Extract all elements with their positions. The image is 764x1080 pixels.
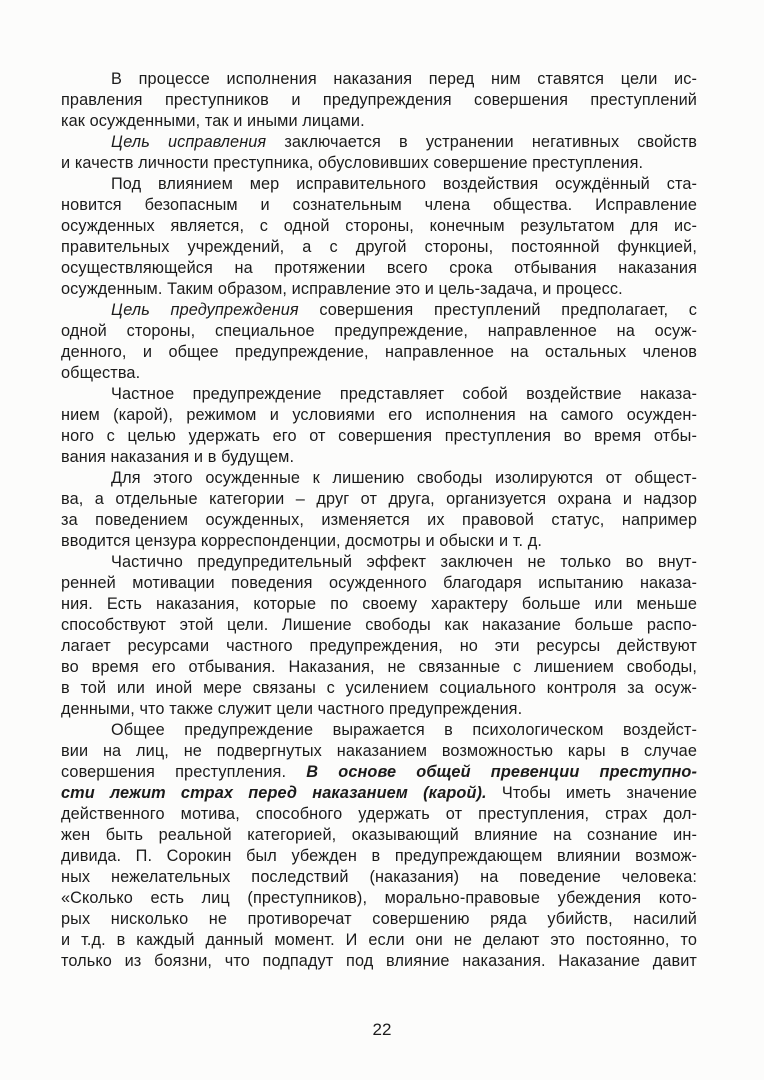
text-line: [61, 363, 697, 384]
text-line: [61, 867, 697, 888]
text-line: [61, 720, 697, 741]
text-line: [61, 216, 697, 237]
text-segment: Общее предупреждение выражается в психологическом воздейст-: [111, 721, 697, 739]
text-segment: способствуют этой цели. Лишение свободы как наказание больше распо-: [61, 616, 697, 634]
text-line: [61, 930, 697, 951]
text-line: [61, 594, 697, 615]
text-line: [61, 237, 697, 258]
paragraph: [61, 720, 697, 972]
text-segment: только из боязни, что подпадут под влияние наказания. Наказание давит: [61, 952, 697, 970]
text-line: [61, 678, 697, 699]
text-segment: в той или иной мере связаны с усилением социального контроля за осуж-: [61, 679, 697, 697]
text-segment: как осужденными, так и иными лицами.: [61, 112, 365, 130]
text-segment: жен быть реальной категорией, оказывающий влияние на сознание ин-: [61, 826, 697, 844]
text-segment: осуществляющейся на протяжении всего срока отбывания наказания: [61, 259, 697, 277]
text-line: [61, 342, 697, 363]
text-segment: нием (карой), режимом и условиями его исполнения на самого осужден-: [61, 406, 697, 424]
text-segment: Цель предупреждения: [111, 301, 299, 319]
text-line: [61, 825, 697, 846]
text-segment: осужденным. Таким образом, исправление это и цель-задача, и процесс.: [61, 280, 623, 298]
text-line: [61, 90, 697, 111]
text-line: [61, 552, 697, 573]
text-segment: денного, и общее предупреждение, направленное на остальных членов: [61, 343, 697, 361]
text-line: [61, 741, 697, 762]
text-segment: и т.д. в каждый данный момент. И если они не делают это постоянно, то: [61, 931, 697, 949]
text-segment: ренней мотивации поведения осужденного благодаря испытанию наказа-: [61, 574, 697, 592]
text-segment: вводится цензура корреспонденции, досмотры и обыски и т. д.: [61, 532, 543, 550]
text-line: [61, 153, 697, 174]
paragraph: [61, 174, 697, 300]
document-text: [61, 69, 697, 972]
text-segment: совершения преступления.: [61, 763, 307, 781]
text-line: [61, 174, 697, 195]
text-segment: В процессе исполнения наказания перед ним ставятся цели ис-: [111, 70, 697, 88]
text-line: [61, 573, 697, 594]
paragraph: [61, 300, 697, 384]
paragraph: [61, 132, 697, 174]
text-line: [61, 804, 697, 825]
text-segment: вии на лиц, не подвергнутых наказанием возможностью кары в случае: [61, 742, 697, 760]
text-line: [61, 909, 697, 930]
text-line: [61, 615, 697, 636]
text-segment: Под влиянием мер исправительного воздействия осуждённый ста-: [111, 175, 697, 193]
text-segment: В основе общей превенции преступно-: [306, 763, 697, 781]
text-line: [61, 405, 697, 426]
text-line: [61, 384, 697, 405]
text-line: [61, 468, 697, 489]
text-segment: и качеств личности преступника, обусловивших совершение преступления.: [61, 154, 644, 172]
text-segment: вания наказания и в будущем.: [61, 448, 295, 466]
text-segment: Частично предупредительный эффект заключен не только во внут-: [111, 553, 697, 571]
text-segment: действенного мотива, способного удержать от преступления, страх дол-: [61, 805, 697, 823]
paragraph: [61, 552, 697, 720]
text-line: [61, 111, 697, 132]
text-segment: рых нисколько не противоречат совершению ряда убийств, насилий: [61, 910, 697, 928]
text-segment: ного с целью удержать его от совершения преступления во время отбы-: [61, 427, 697, 445]
text-segment: заключается в устранении негативных свойств: [266, 133, 697, 151]
paragraph: [61, 468, 697, 552]
text-line: [61, 762, 697, 783]
text-segment: ных нежелательных последствий (наказания) на поведение человека:: [61, 868, 697, 886]
text-line: [61, 447, 697, 468]
text-segment: во время его отбывания. Наказания, не связанные с лишением свободы,: [61, 658, 697, 676]
text-segment: денными, что также служит цели частного предупреждения.: [61, 700, 523, 718]
text-line: [61, 783, 697, 804]
text-segment: новится безопасным и сознательным члена общества. Исправление: [61, 196, 697, 214]
text-line: [61, 951, 697, 972]
text-segment: совершения преступлений предполагает, с: [298, 301, 697, 319]
text-line: [61, 426, 697, 447]
text-line: [61, 258, 697, 279]
text-line: [61, 279, 697, 300]
text-segment: правительных учреждений, а с другой стороны, постоянной функцией,: [61, 238, 697, 256]
text-line: [61, 888, 697, 909]
text-line: [61, 699, 697, 720]
text-segment: ва, а отдельные категории – друг от друга, организуется охрана и надзор: [61, 490, 697, 508]
text-segment: правления преступников и предупреждения совершения преступлений: [61, 91, 697, 109]
text-line: [61, 195, 697, 216]
text-segment: Чтобы иметь значение: [486, 784, 697, 802]
text-line: [61, 636, 697, 657]
text-line: [61, 657, 697, 678]
text-segment: лагает ресурсами частного предупреждения, но эти ресурсы действуют: [61, 637, 697, 655]
text-line: [61, 321, 697, 342]
text-line: [61, 531, 697, 552]
text-segment: общества.: [61, 364, 141, 382]
text-segment: Частное предупреждение представляет собой воздействие наказа-: [111, 385, 697, 403]
paragraph: [61, 384, 697, 468]
text-segment: за поведением осужденных, изменяется их правовой статус, например: [61, 511, 697, 529]
paragraph: [61, 69, 697, 132]
text-segment: дивида. П. Сорокин был убежден в предупреждающем влиянии возмож-: [61, 847, 697, 865]
text-segment: осужденных является, с одной стороны, конечным результатом для ис-: [61, 217, 697, 235]
text-line: [61, 846, 697, 867]
text-segment: ния. Есть наказания, которые по своему характеру больше или меньше: [61, 595, 697, 613]
text-line: [61, 300, 697, 321]
text-segment: Цель исправления: [111, 133, 267, 151]
text-line: [61, 510, 697, 531]
text-line: [61, 489, 697, 510]
text-segment: сти лежит страх перед наказанием (карой).: [61, 784, 487, 802]
text-segment: Для этого осужденные к лишению свободы изолируются от общест-: [111, 469, 697, 487]
page-number: 22: [372, 1020, 392, 1039]
text-line: [61, 132, 697, 153]
text-segment: одной стороны, специальное предупреждение, направленное на осуж-: [61, 322, 697, 340]
text-segment: «Сколько есть лиц (преступников), морально-правовые убеждения кото-: [61, 889, 697, 907]
text-line: [61, 69, 697, 90]
